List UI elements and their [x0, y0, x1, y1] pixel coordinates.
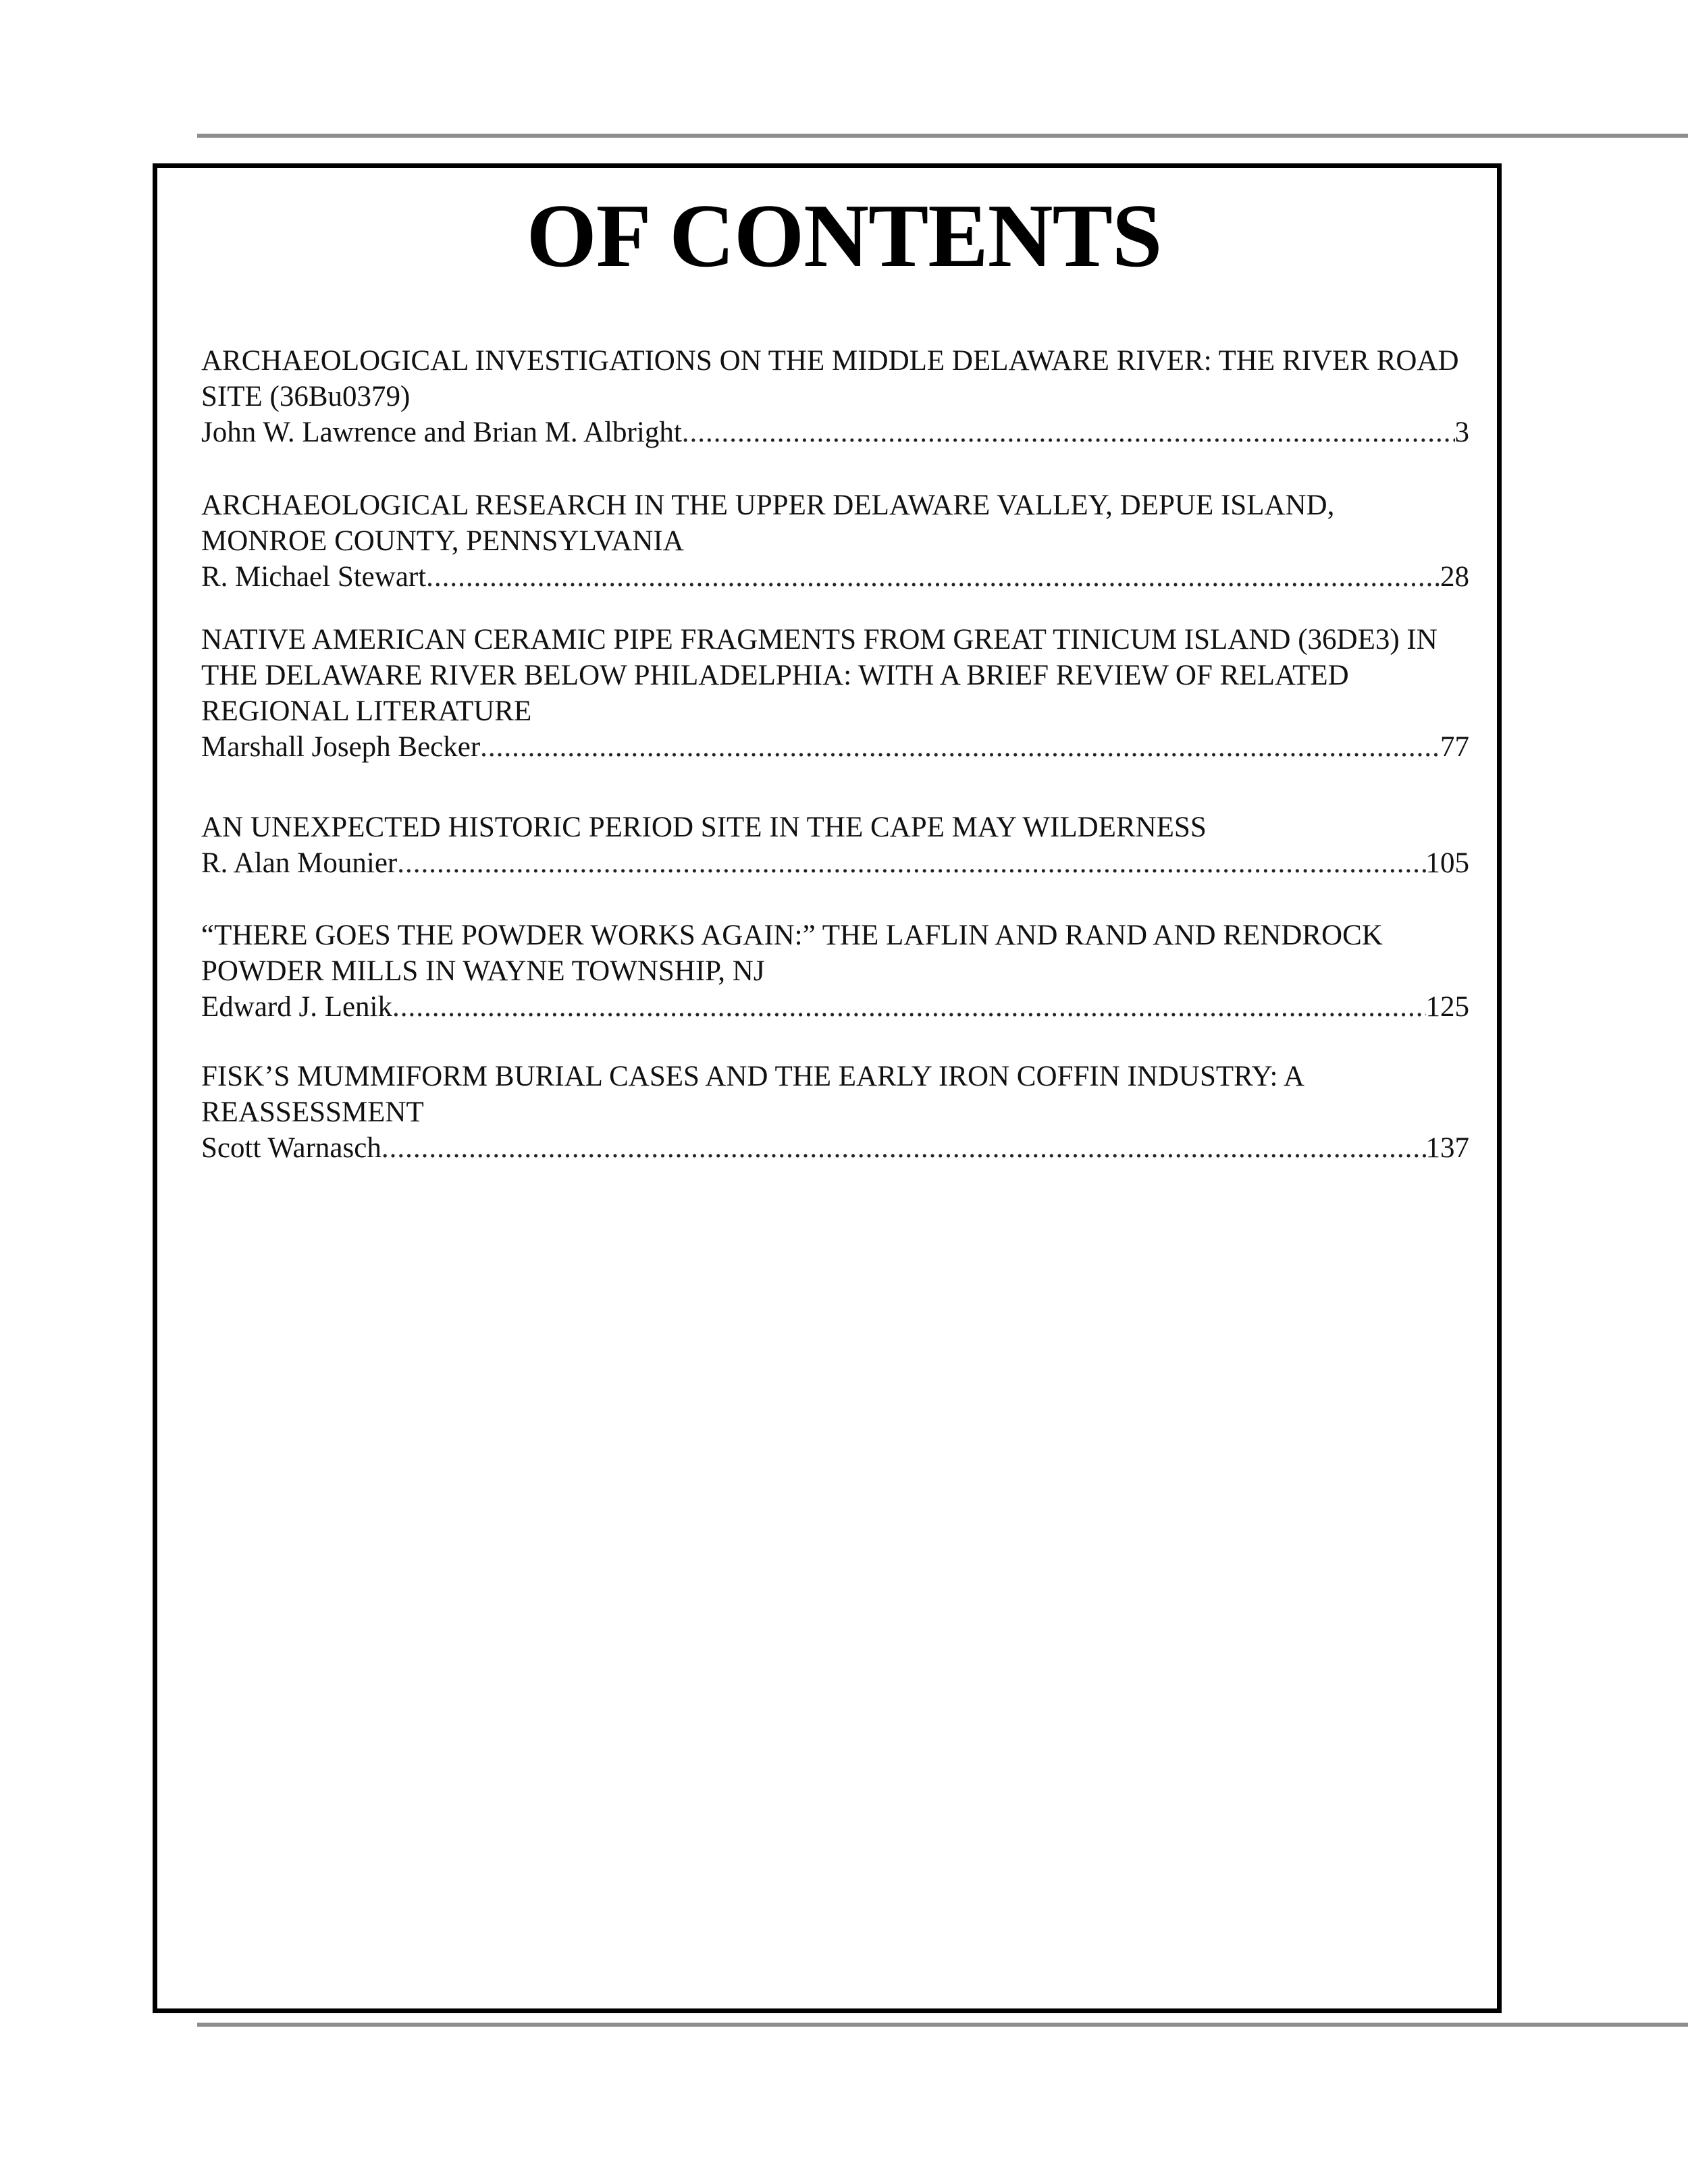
page-title: OF CONTENTS: [526, 186, 1162, 286]
toc-entry[interactable]: [201, 1059, 1469, 1166]
entry-author: Scott Warnasch: [201, 1132, 381, 1164]
entry-page-number: 3: [1454, 417, 1469, 448]
entry-title: NATIVE AMERICAN CERAMIC PIPE FRAGMENTS FROM GREAT TINICUM ISLAND (36DE3) IN THE DELAWARE RIVER BELOW PHILADELPHIA: WITH A BRIEF REVIEW OF RELATED REGIONAL LITERATURE: [201, 624, 1438, 727]
dot-leader: [392, 989, 1425, 1025]
entry-author: Marshall Joseph Becker: [201, 731, 481, 763]
entry-author: R. Michael Stewart: [201, 561, 427, 593]
entry-byline: [201, 415, 1469, 450]
dot-leader: [480, 729, 1440, 765]
entry-title: “THERE GOES THE POWDER WORKS AGAIN:” THE LAFLIN AND RAND AND RENDROCK POWDER MILLS IN WAYNE TOWNSHIP, NJ: [201, 920, 1383, 987]
dot-leader: [426, 559, 1440, 595]
toc-list: [201, 343, 1469, 1166]
toc-entry[interactable]: [201, 487, 1469, 595]
entry-page-number: 28: [1440, 561, 1469, 593]
toc-entry[interactable]: [201, 622, 1469, 765]
entry-title: AN UNEXPECTED HISTORIC PERIOD SITE IN THE CAPE MAY WILDERNESS: [201, 811, 1207, 843]
entry-byline: [201, 559, 1469, 595]
entry-author: John W. Lawrence and Brian M. Albright: [201, 417, 682, 448]
toc-entry[interactable]: [201, 809, 1469, 881]
dot-leader: [682, 415, 1455, 450]
toc-entry[interactable]: [201, 917, 1469, 1025]
entry-title: ARCHAEOLOGICAL RESEARCH IN THE UPPER DELAWARE VALLEY, DEPUE ISLAND, MONROE COUNTY, PENNSYLVANIA: [201, 489, 1335, 557]
entry-byline: [201, 1130, 1469, 1166]
dot-leader: [397, 845, 1425, 881]
bottom-rule: [197, 2023, 1688, 2027]
dot-leader: [381, 1130, 1426, 1166]
entry-title: ARCHAEOLOGICAL INVESTIGATIONS ON THE MIDDLE DELAWARE RIVER: THE RIVER ROAD SITE (36Bu0379): [201, 345, 1459, 412]
entry-page-number: 105: [1425, 847, 1469, 879]
toc-entry[interactable]: [201, 343, 1469, 450]
top-rule: [197, 134, 1688, 138]
entry-page-number: 77: [1440, 731, 1469, 763]
entry-title: FISK’S MUMMIFORM BURIAL CASES AND THE EARLY IRON COFFIN INDUSTRY: A REASSESSMENT: [201, 1061, 1303, 1128]
entry-page-number: 137: [1425, 1132, 1469, 1164]
entry-byline: [201, 729, 1469, 765]
entry-author: R. Alan Mounier: [201, 847, 398, 879]
entry-byline: [201, 989, 1469, 1025]
entry-page-number: 125: [1425, 991, 1469, 1023]
entry-author: Edward J. Lenik: [201, 991, 393, 1023]
entry-byline: [201, 845, 1469, 881]
